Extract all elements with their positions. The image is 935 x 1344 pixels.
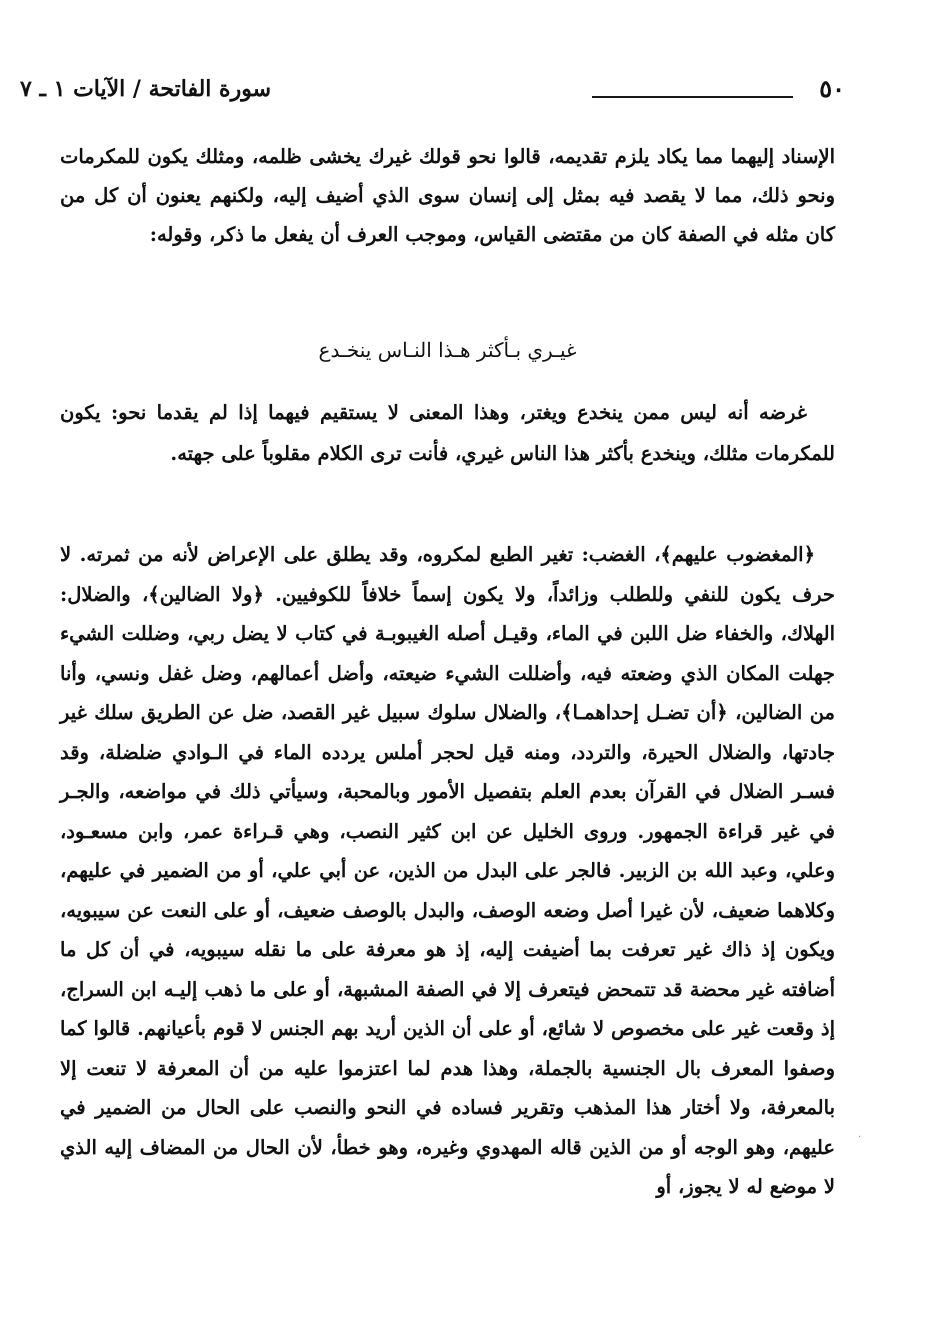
paragraph-3-text-2: ، والضلال: الهلاك، والخفاء ضل اللبن في الماء، وقيـل أصله الغيبوبـة في كتاب لا يضل ربي، وضللت الشيء جهلت المكان الذي وضعته فيه، وأضللت الشيء ضيعته، وأضل أعمالهم، وضل غفل ونسي، وأنا من الضالين، [60, 582, 836, 724]
quranic-quote: ﴿أن تضـل إحداهمـا﴾ [561, 701, 728, 724]
paragraph-3-text-3: ، والضلال سلوك سبيل غير القصد، ضل عن الطريق سلك غير جادتها، والضلال الحيرة، والتردد، ومنه قيل لحجر أملس يردده الماء في الـوادي ضلضلة، وقد فسـر الضلال في القرآن بعدم العلم بتفصيل الأمور وبالمحبة، وسيأتي ذلك في مواضعه، والجـر في غير قراءة الجمهور. وروى الخليل عن ابن كثير النصب، وهي قـراءة عمر، وابن مسعـود، وعلي، وعبد الله بن الزبير. فالجر على البدل من الذين، عن أبي علي، أو من الضمير في عليهم، وكلاهما ضعيف، لأن غيرا أصل وضعه الوصف، والبدل بالوصف ضعيف، أو على النعت عن سيبويه، ويكون إذ ذاك غير تعرفت بما أضيفت إليه، إذ هو معرفة على ما نقله سيبويه، في أن كل ما أضافته غير محضة قد تتمحض فيتعرف إلا في الصفة المشبهة، أو على ما ذهب إليـه ابن السراج، إذ وقعت غير على مخصوص لا شائع، أو على أن الذين أريد بهم الجنس لا قوم بأعيانهم. قالوا كما وصفوا المعرف بال الجنسية بالجملة، وهذا هدم لما اعتزموا عليه من أن المعرفة لا تنعت إلا بالمعرفة، ولا أختار هذا المذهب وتقرير فساده في النحو والنصب على الحال من الضمير في عليهم، وهو الوجه أو من الذين قاله المهدوي وغيره، وهو خطأ، لأن الحال من المضاف إليه الذي لا موضع له لا يجوز، أو [60, 701, 835, 1198]
page-number: ٥٠ [819, 74, 845, 103]
lemma-maghdub: ﴿المغضوب عليهم﴾ [660, 543, 815, 566]
running-title: سورة الفاتحة / الآيات ١ ـ ٧ [20, 76, 272, 102]
paragraph-3 [60, 535, 835, 1207]
poetry-verse: غيـري بـأكثر هـذا النـاس ينخـدع [318, 338, 577, 362]
lemma-dallin: ﴿ولا الضالين﴾ [148, 582, 264, 606]
header-rule [592, 96, 793, 98]
page-header [20, 70, 845, 110]
margin-speck: · [858, 1132, 862, 1143]
paragraph-2: غرضه أنه ليس ممن ينخدع ويغتر، وهذا المعنى لا يستقيم فيهما إذا لم يقدما نحو: يكون للمكرمات مثلك، وينخدع بأكثر هذا الناس غيري، فأنت ترى الكلام مقلوباً على جهته. [60, 401, 835, 465]
paragraph-3-text-1: ، الغضب: تغير الطبع لمكروه، وقد يطلق على الإعراض لأنه من ثمرته. لا حرف يكون للنفي وللطلب وزائداً، ولا يكون إسماً خلافاً للكوفيين. [60, 543, 835, 606]
paragraph-1: الإسناد إليهما مما يكاد يلزم تقديمه، قالوا نحو قولك غيرك يخشى ظلمه، ومثلك يكون للمكرمات ونحو ذلك، مما لا يقصد فيه بمثل إلى إنسان سوى الذي أضيف إليه، ولكنهم يعنون أن كل من كان مثله في الصفة كان من مقتضى القياس، وموجب العرف أن يفعل ما ذكر، وقوله: [60, 145, 835, 246]
